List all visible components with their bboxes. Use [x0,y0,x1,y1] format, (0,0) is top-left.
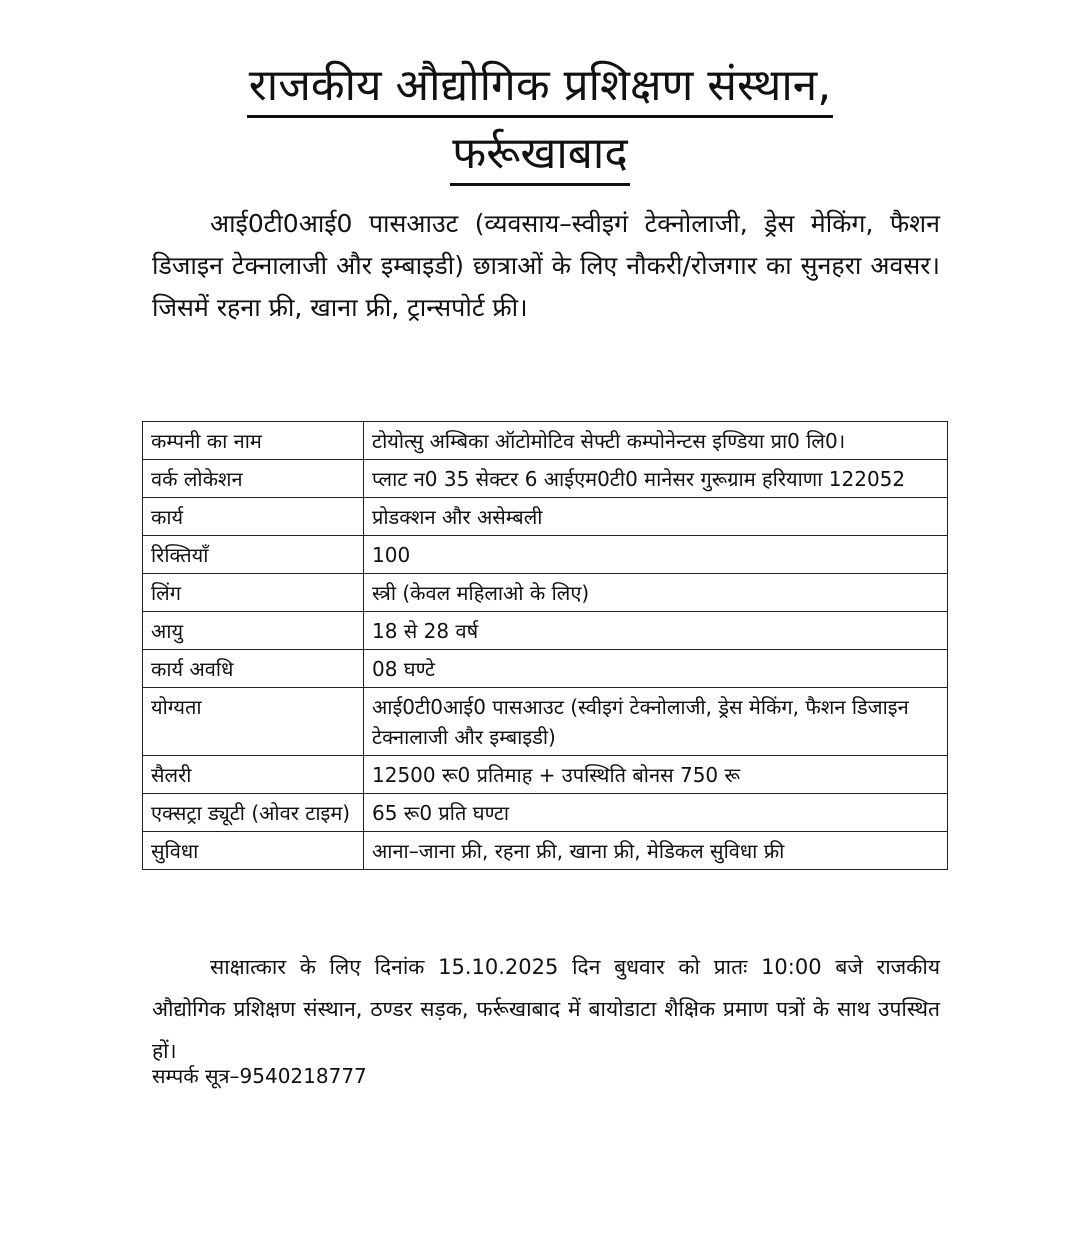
intro-text: आई0टी0आई0 पासआउट (व्यवसाय–स्वीइगं टेक्नोलाजी, ड्रेस मेकिंग, फैशन डिजाइन टेक्नालाजी और इम्बाइडी) छात्राओं के लिए नौकरी/रोजगार का सुनहरा अवसर। जिसमें रहना फ्री, खाना फ्री, ट्रान्सपोर्ट फ्री। [152,209,940,322]
interview-text: साक्षात्कार के लिए दिनांक 15.10.2025 दिन बुधवार को प्रातः 10:00 बजे राजकीय औद्योगिक प्रशिक्षण संस्थान, ठण्डर सड़क, फर्रूखाबाद में बायोडाटा शैक्षिक प्रमाण पत्रों के साथ उपस्थित हों। [152,955,940,1063]
row-label: कम्पनी का नाम [143,422,364,460]
row-value: आई0टी0आई0 पासआउट (स्वीइगं टेक्नोलाजी, ड्रेस मेकिंग, फैशन डिजाइन टेक्नालाजी और इम्बाइडी) [364,688,948,756]
table-row [143,460,948,498]
table-row [143,688,948,756]
row-value: 65 रू0 प्रति घण्टा [364,794,948,832]
table-row [143,756,948,794]
table-row [143,650,948,688]
row-value: आना–जाना फ्री, रहना फ्री, खाना फ्री, मेडिकल सुविधा फ्री [364,832,948,870]
row-label: कार्य [143,498,364,536]
row-value: टोयोत्सु अम्बिका ऑटोमोटिव सेफ्टी कम्पोनेन्टस इण्डिया प्रा0 लि0। [364,422,948,460]
job-details-table [142,421,948,870]
row-label: कार्य अवधि [143,650,364,688]
table-row [143,536,948,574]
row-value: स्त्री (केवल महिलाओ के लिए) [364,574,948,612]
table-row [143,794,948,832]
row-label: सैलरी [143,756,364,794]
table-row [143,422,948,460]
city-name: फर्रूखाबाद [450,128,629,186]
page-title-line-2 [0,130,1080,178]
table-row [143,612,948,650]
row-label: लिंग [143,574,364,612]
row-value: 12500 रू0 प्रतिमाह + उपस्थिति बोनस 750 रू [364,756,948,794]
intro-paragraph [152,203,940,329]
row-label: वर्क लोकेशन [143,460,364,498]
row-label: आयु [143,612,364,650]
row-value: प्रोडक्शन और असेम्बली [364,498,948,536]
table-row [143,498,948,536]
row-label: योग्यता [143,688,364,756]
institute-name: राजकीय औद्योगिक प्रशिक्षण संस्थान, [247,60,833,118]
row-label: सुविधा [143,832,364,870]
table-row [143,574,948,612]
row-value: 100 [364,536,948,574]
page-title-line-1 [0,62,1080,110]
row-value: 08 घण्टे [364,650,948,688]
row-value: 18 से 28 वर्ष [364,612,948,650]
row-value: प्लाट न0 35 सेक्टर 6 आईएम0टी0 मानेसर गुरूग्राम हरियाणा 122052 [364,460,948,498]
table-row [143,832,948,870]
row-label: एक्सट्रा ड्यूटी (ओवर टाइम) [143,794,364,832]
row-label: रिक्तियाँ [143,536,364,574]
contact-line: सम्पर्क सूत्र–9540218777 [152,1064,367,1088]
interview-paragraph [152,946,940,1072]
